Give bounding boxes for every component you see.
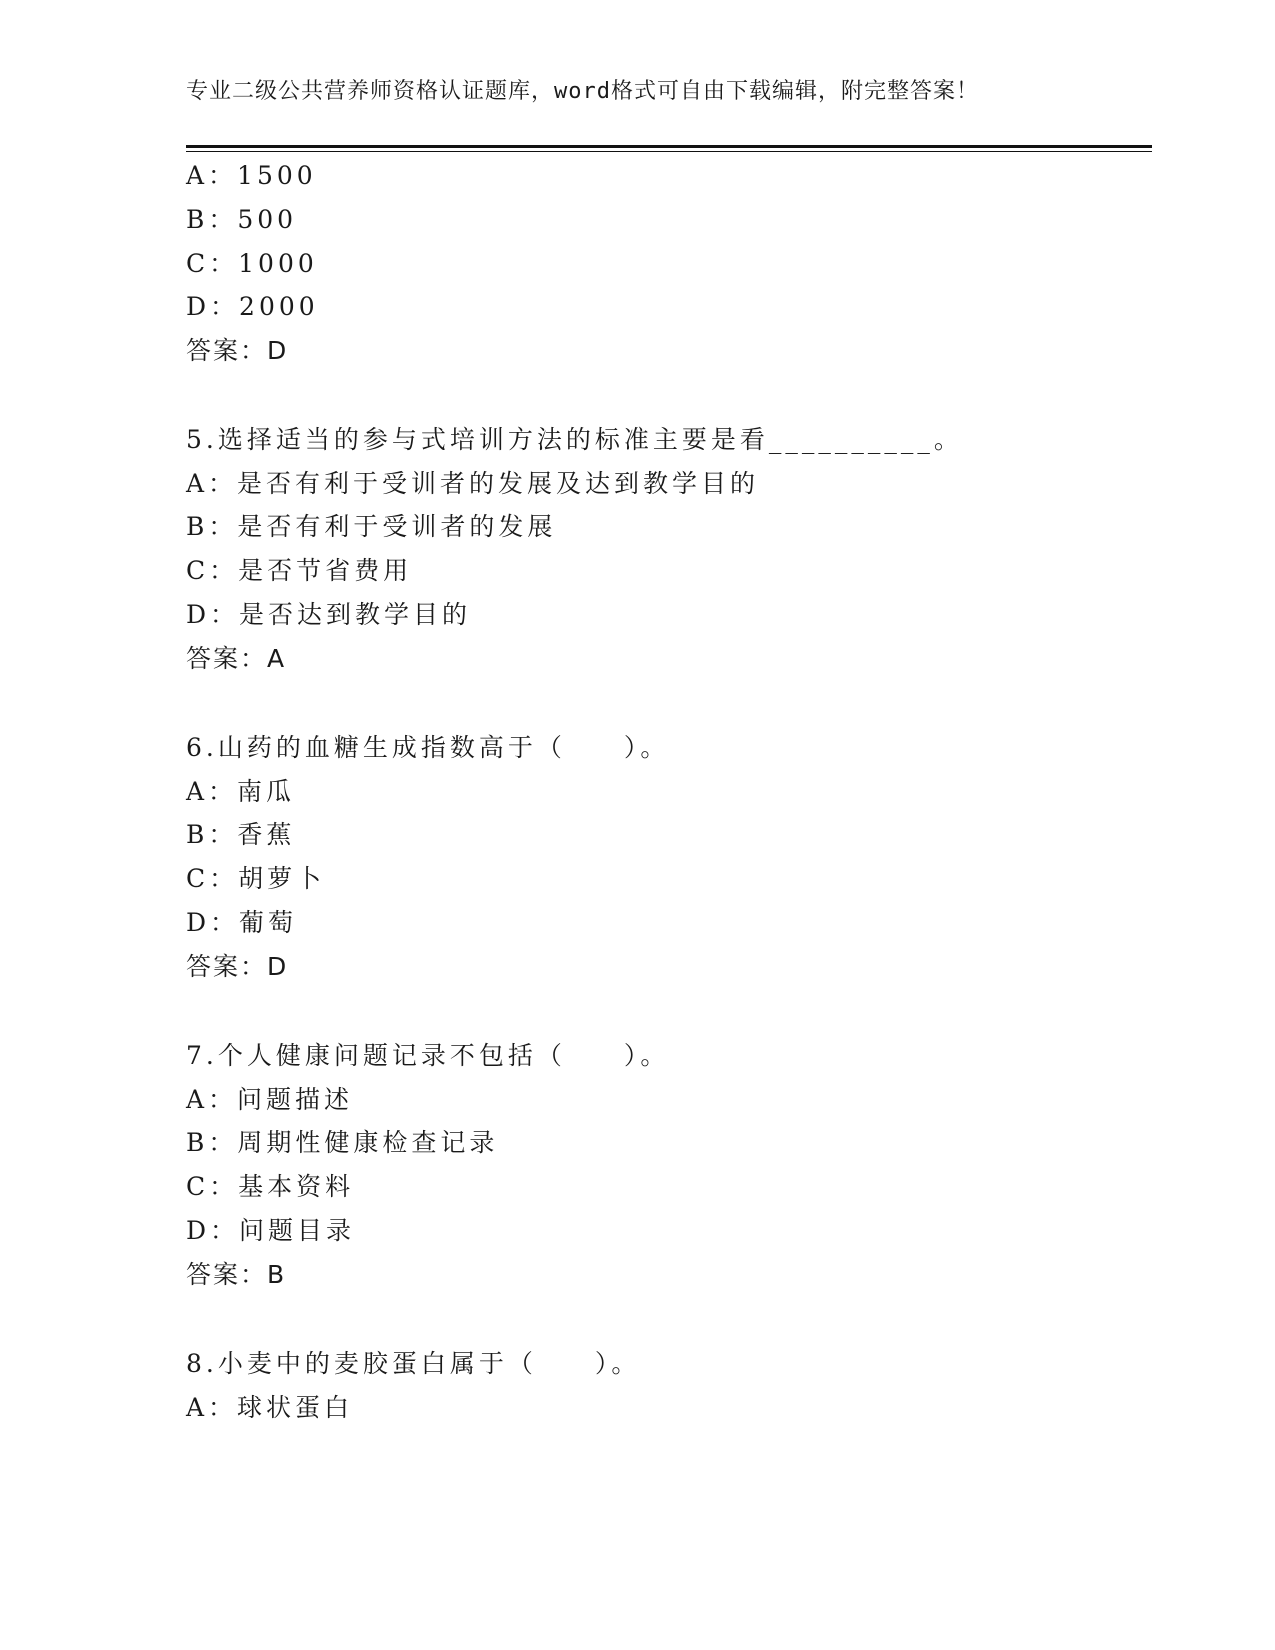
q4-option-b: B：500 [186, 205, 298, 234]
q5-option-c: C：是否节省费用 [186, 556, 413, 585]
q7-option-c: C：基本资料 [186, 1172, 355, 1201]
q5-answer: 答案：A [186, 644, 287, 673]
q4-answer: 答案：D [186, 336, 289, 365]
q7-option-a: A：问题描述 [186, 1085, 354, 1114]
q7-answer: 答案：B [186, 1260, 287, 1289]
header-divider-thick [186, 145, 1152, 148]
header-divider-thin [186, 151, 1152, 152]
q5-stem: 5.选择适当的参与式培训方法的标准主要是看__________。 [186, 425, 963, 454]
q4-option-a: A：1500 [186, 161, 317, 190]
page-header: 专业二级公共营养师资格认证题库，word格式可自由下载编辑，附完整答案！ [186, 79, 979, 104]
q4-option-d: D：2000 [186, 292, 319, 321]
q8-stem: 8.小麦中的麦胶蛋白属于（ ）。 [186, 1349, 641, 1378]
q6-option-a: A：南瓜 [186, 777, 296, 806]
q7-stem: 7.个人健康问题记录不包括（ ）。 [186, 1041, 670, 1070]
q5-option-d: D：是否达到教学目的 [186, 600, 472, 629]
q4-option-c: C：1000 [186, 249, 318, 278]
q6-option-c: C：胡萝卜 [186, 864, 326, 893]
q8-option-a: A：球状蛋白 [186, 1393, 354, 1422]
q5-option-a: A：是否有利于受训者的发展及达到教学目的 [186, 469, 760, 498]
q6-stem: 6.山药的血糖生成指数高于（ ）。 [186, 733, 670, 762]
q6-answer: 答案：D [186, 952, 289, 981]
q7-option-b: B：周期性健康检查记录 [186, 1128, 499, 1157]
q7-option-d: D：问题目录 [186, 1216, 356, 1245]
q6-option-d: D：葡萄 [186, 908, 298, 937]
q5-option-b: B：是否有利于受训者的发展 [186, 512, 557, 541]
q6-option-b: B：香蕉 [186, 820, 296, 849]
